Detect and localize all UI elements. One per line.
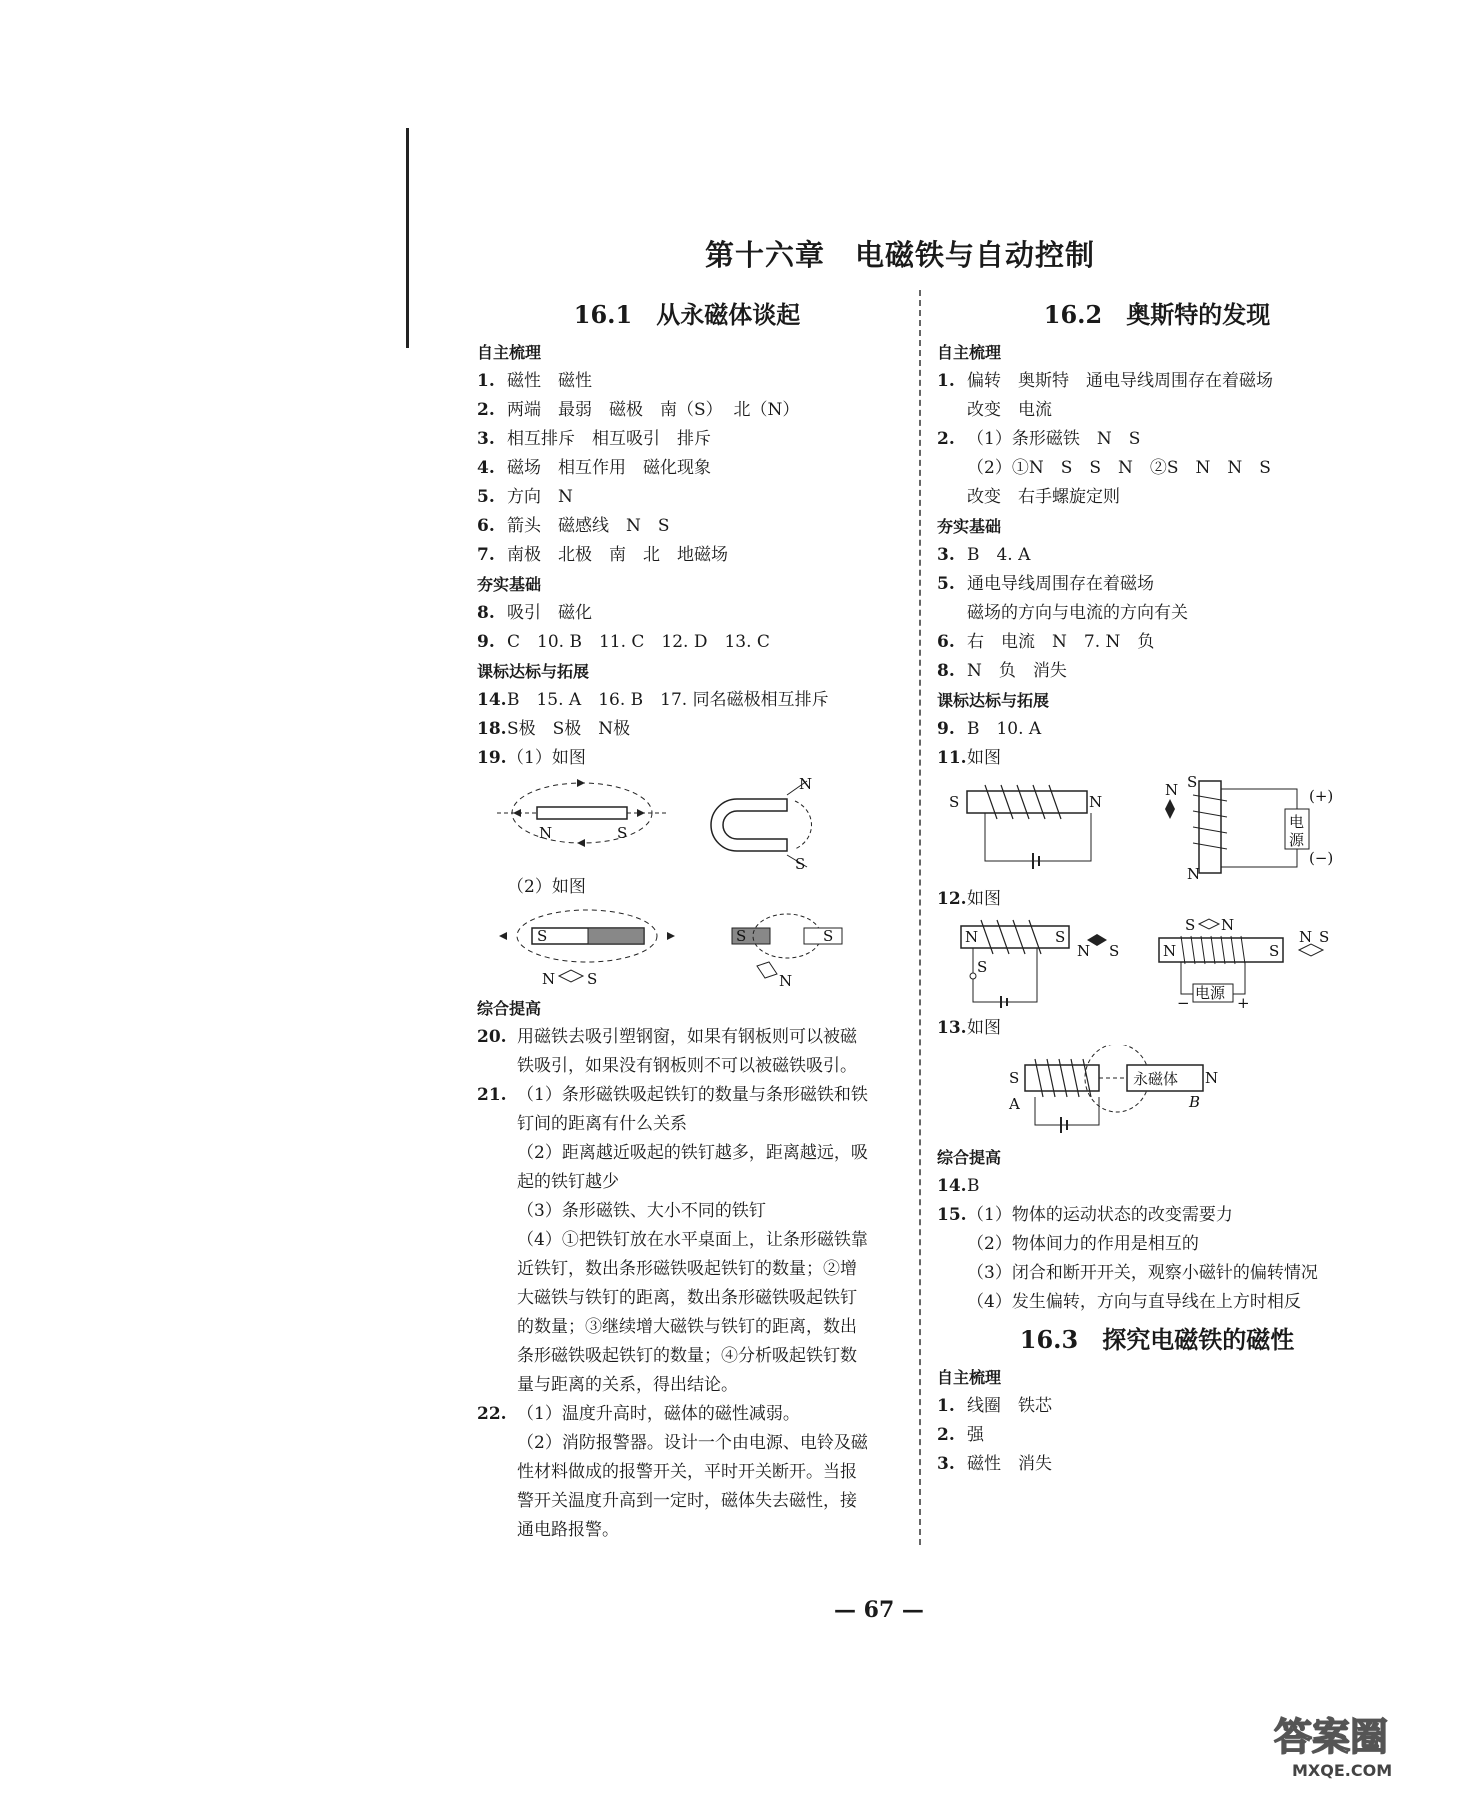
subheading-comprehensive: 综合提高 [477, 999, 542, 1018]
answer-item: 4. 磁场 相互作用 磁化现象 [477, 458, 711, 478]
section-title-16-2: 16.2 奥斯特的发现 [1043, 300, 1271, 329]
compass-label: S [1185, 916, 1196, 934]
pole-label: N [539, 824, 553, 842]
answer-item: 3. 磁性 消失 [937, 1454, 1052, 1474]
compass-label: N [542, 970, 556, 988]
source-label: 源 [1289, 831, 1305, 849]
pole-label: N [1089, 793, 1103, 811]
pole-label: N [1163, 942, 1177, 960]
switch-label: S [977, 958, 988, 976]
answer-item: 1. 磁性 磁性 [477, 371, 592, 391]
terminal-label: (+) [1309, 787, 1334, 805]
answer-continuation: 条形磁铁吸起铁钉的数量；④分析吸起铁钉数 [517, 1346, 857, 1366]
subheading-self-review: 自主梳理 [937, 343, 1002, 362]
answer-item: 14. B 15. A 16. B 17. 同名磁极相互排斥 [477, 690, 829, 710]
answer-continuation: 性材料做成的报警开关，平时开关断开。当报 [517, 1462, 857, 1482]
column-divider [919, 290, 921, 1545]
pole-label: S [537, 927, 548, 945]
answer-continuation: （2）距离越近吸起的铁钉越多，距离越远，吸 [517, 1143, 868, 1163]
answer-item: 3. B 4. A [937, 545, 1031, 565]
answer-continuation: 磁场的方向与电流的方向有关 [967, 603, 1188, 623]
page-number: — 67 — [834, 1597, 924, 1623]
answer-continuation: （3）闭合和断开开关，观察小磁针的偏转情况 [967, 1263, 1318, 1283]
answer-item: 21. （1）条形磁铁吸起铁钉的数量与条形磁铁和铁 [477, 1085, 868, 1105]
answer-continuation: （4）发生偏转，方向与直导线在上方时相反 [967, 1292, 1301, 1312]
left-column [477, 292, 897, 1545]
answer-item: 9. C 10. B 11. C 12. D 13. C [477, 632, 770, 652]
section-title-16-3: 16.3 探究电磁铁的磁性 [1019, 1325, 1295, 1354]
pole-label: S [1187, 775, 1198, 791]
figure-19-2 [477, 904, 897, 992]
compass-label: N [1077, 942, 1091, 960]
pole-label: N [799, 775, 813, 793]
source-label: 电 [1289, 813, 1305, 831]
answer-item: 2. 两端 最弱 磁极 南（S） 北（N） [477, 400, 800, 420]
answer-continuation: 近铁钉，数出条形磁铁吸起铁钉的数量；②增 [517, 1259, 857, 1279]
pole-label: N [1187, 865, 1201, 883]
answer-continuation: 量与距离的关系，得出结论。 [517, 1375, 738, 1395]
answer-item: 5. 方向 N [477, 487, 573, 507]
answer-item: 13. 如图 [937, 1018, 1001, 1038]
answer-item: 8. 吸引 磁化 [477, 603, 592, 623]
compass-label: N [779, 972, 793, 990]
answer-item: 2. （1）条形磁铁 N S [937, 429, 1141, 449]
answer-continuation: 铁吸引，如果没有钢板则不可以被磁铁吸引。 [517, 1056, 857, 1076]
figure-12 [937, 916, 1377, 1012]
answer-continuation: 的数量；③继续增大磁铁与铁钉的距离，数出 [517, 1317, 857, 1337]
pole-label: S [949, 793, 960, 811]
answer-item: 1. 偏转 奥斯特 通电导线周围存在着磁场 [937, 371, 1273, 391]
answer-continuation: （2）①N S S N ②S N N S [967, 458, 1271, 478]
answer-item: 19. （1）如图 [477, 748, 586, 768]
watermark-url: MXQE.COM [1292, 1761, 1393, 1780]
q19-part2: （2）如图 [507, 877, 586, 897]
answer-continuation: 改变 右手螺旋定则 [967, 487, 1120, 507]
answer-item: 7. 南极 北极 南 北 地磁场 [477, 545, 728, 565]
answer-item: 3. 相互排斥 相互吸引 排斥 [477, 429, 711, 449]
answer-continuation: （2）物体间力的作用是相互的 [967, 1234, 1199, 1254]
answer-item: 11. 如图 [937, 748, 1001, 768]
pole-label: N [965, 928, 979, 946]
figure-11 [937, 775, 1377, 883]
pole-label: S [736, 927, 747, 945]
right-column [937, 292, 1377, 1479]
answer-continuation: 改变 电流 [967, 400, 1052, 420]
point-label: B [1189, 1093, 1201, 1111]
answer-item: 8. N 负 消失 [937, 661, 1067, 681]
pole-label: S [617, 824, 628, 842]
pole-label: S [795, 855, 806, 871]
binding-line [406, 128, 409, 348]
answer-item: 9. B 10. A [937, 719, 1042, 739]
section-title-16-1: 16.1 从永磁体谈起 [573, 300, 801, 329]
pole-label: S [1055, 928, 1066, 946]
magnet-label: 永磁体 [1133, 1070, 1179, 1088]
answer-continuation: 警开关温度升高到一定时，磁体失去磁性，接 [517, 1491, 857, 1511]
subheading-standards: 课标达标与拓展 [937, 691, 1050, 710]
answer-continuation: （4）①把铁钉放在水平桌面上，让条形磁铁靠 [517, 1230, 868, 1250]
compass-label: S [587, 970, 598, 988]
subheading-self-review: 自主梳理 [937, 1368, 1002, 1387]
subheading-basics: 夯实基础 [937, 517, 1002, 536]
point-label: A [1009, 1095, 1020, 1113]
answer-item: 1. 线圈 铁芯 [937, 1396, 1052, 1416]
pole-label: N [1205, 1069, 1219, 1087]
answer-item: 5. 通电导线周围存在着磁场 [937, 574, 1154, 594]
answer-item: 2. 强 [937, 1425, 984, 1445]
answer-continuation: 大磁铁与铁钉的距离，数出条形磁铁吸起铁钉 [517, 1288, 857, 1308]
terminal-label: + [1237, 994, 1250, 1012]
answer-item: 22. （1）温度升高时，磁体的磁性减弱。 [477, 1404, 800, 1424]
figure-13 [937, 1045, 1377, 1141]
subheading-standards: 课标达标与拓展 [477, 662, 590, 681]
answer-continuation: 钉间的距离有什么关系 [517, 1114, 687, 1134]
pole-label: S [1009, 1069, 1020, 1087]
pole-label: S [823, 927, 834, 945]
answer-continuation: （2）消防报警器。设计一个由电源、电铃及磁 [517, 1433, 868, 1453]
compass-label: S [1109, 942, 1120, 960]
answer-item: 6. 右 电流 N 7. N 负 [937, 632, 1155, 652]
pole-label: N [1165, 781, 1179, 799]
subheading-self-review: 自主梳理 [477, 343, 542, 362]
chapter-title: 第十六章 电磁铁与自动控制 [704, 238, 1095, 272]
answer-item: 18. S极 S极 N极 [477, 719, 631, 739]
terminal-label: (−) [1309, 849, 1334, 867]
answer-item: 14. B [937, 1176, 980, 1196]
watermark-logo [1264, 1710, 1454, 1782]
pole-label: S [1269, 942, 1280, 960]
terminal-label: − [1177, 994, 1190, 1012]
answer-item: 15. （1）物体的运动状态的改变需要力 [937, 1205, 1233, 1225]
subheading-basics: 夯实基础 [477, 575, 542, 594]
answer-continuation: 起的铁钉越少 [517, 1172, 619, 1192]
answer-item: 12. 如图 [937, 889, 1001, 909]
answer-continuation: 通电路报警。 [517, 1520, 619, 1540]
answer-item: 6. 箭头 磁感线 N S [477, 516, 670, 536]
compass-label: N [1299, 928, 1313, 946]
answer-continuation: （3）条形磁铁、大小不同的铁钉 [517, 1201, 766, 1221]
compass-label: S [1319, 928, 1330, 946]
watermark-title: 答案圈 [1274, 1715, 1389, 1759]
compass-label: N [1221, 916, 1235, 934]
source-label: 电源 [1195, 984, 1226, 1002]
subheading-comprehensive: 综合提高 [937, 1148, 1002, 1167]
figure-19-1 [477, 775, 897, 871]
answer-item: 20. 用磁铁去吸引塑钢窗，如果有钢板则可以被磁 [477, 1027, 857, 1047]
